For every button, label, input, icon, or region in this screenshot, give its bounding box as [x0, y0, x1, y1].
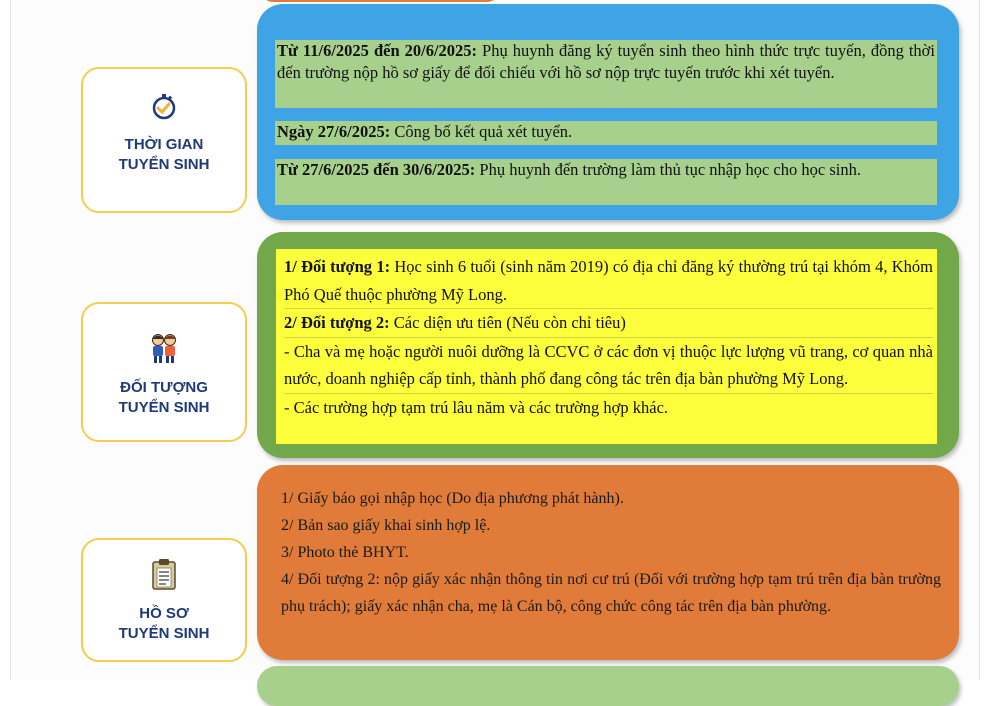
- label-doi-tuong-tuyen-sinh: [81, 302, 247, 442]
- schedule-row-1: [275, 40, 937, 108]
- schedule-row-2-date: Ngày 27/6/2025:: [277, 122, 391, 141]
- panel-ho-so: [257, 465, 959, 660]
- document-item-3: 3/ Photo thẻ BHYT.: [281, 544, 409, 561]
- clock-check-icon: [150, 93, 178, 127]
- label-line-1: THỜI GIAN: [124, 136, 204, 153]
- criteria-box: [276, 249, 937, 444]
- criteria-item-3-text: - Cha và mẹ hoặc người nuôi dưỡng là CCVC ở các đơn vị thuộc lực lượng vũ trang, cơ quan nhà nước, doanh nghiệp cấp tỉnh, thành phố đang công tác trên địa bàn phường Mỹ Long.: [284, 341, 933, 388]
- page: [10, 0, 980, 680]
- schedule-row-3: [275, 159, 937, 205]
- label-line-1: ĐỐI TƯỢNG: [120, 379, 208, 396]
- label-thoi-gian-tuyen-sinh: [81, 67, 247, 213]
- document-item-1: 1/ Giấy báo gọi nhập học (Do địa phương phát hành).: [281, 490, 624, 507]
- label-line-1: HỒ SƠ: [139, 605, 189, 622]
- schedule-row-2: [275, 121, 937, 145]
- criteria-item-1-title: 1/ Đối tượng 1:: [284, 257, 391, 276]
- label-line-2: TUYỂN SINH: [118, 399, 210, 416]
- schedule-row-1-text: Phụ huynh đăng ký tuyển sinh theo hình thức trực tuyến, đồng thời đến trường nộp hồ sơ giấy để đối chiếu với hồ sơ nộp trực tuyến trước khi xét tuyển.: [277, 41, 935, 82]
- students-icon: [149, 332, 179, 370]
- document-item-4: 4/ Đối tượng 2: nộp giấy xác nhận thông tin nơi cư trú (Đối với trường hợp tạm trú trên địa bàn trường phụ trách); giấy xác nhận cha, mẹ là Cán bộ, công chức công tác trên địa bàn phường.: [281, 571, 941, 615]
- criteria-item-4-text: - Các trường hợp tạm trú lâu năm và các trường hợp khác.: [284, 397, 669, 417]
- criteria-item-3: [284, 338, 933, 394]
- criteria-item-2-title: 2/ Đối tượng 2:: [284, 313, 390, 332]
- panel-doi-tuong: [257, 232, 959, 458]
- label-line-2: TUYỂN SINH: [118, 156, 210, 173]
- panel-thoi-gian: [257, 4, 959, 220]
- criteria-item-1-text: Học sinh 6 tuổi (sinh năm 2019) có địa chỉ đăng ký thường trú tại khóm 4, Khóm Phó Quế thuộc phường Mỹ Long.: [284, 257, 933, 304]
- document-item-2: 2/ Bản sao giấy khai sinh hợp lệ.: [281, 517, 491, 534]
- schedule-row-1-date: Từ 11/6/2025 đến 20/6/2025:: [277, 41, 478, 60]
- label-line-2: TUYỂN SINH: [118, 625, 210, 642]
- previous-panel-edge: [261, 0, 499, 2]
- documents-list: [281, 485, 941, 653]
- criteria-item-4: [284, 394, 933, 422]
- criteria-item-2-text: Các diện ưu tiên (Nếu còn chỉ tiêu): [389, 313, 626, 332]
- label-ho-so-tuyen-sinh: [81, 538, 247, 662]
- criteria-item-2: [284, 309, 933, 338]
- schedule-row-2-text: Công bố kết quả xét tuyển.: [390, 122, 573, 141]
- criteria-item-1: [284, 253, 933, 309]
- next-panel-edge: [257, 666, 959, 706]
- clipboard-icon: [151, 558, 177, 596]
- schedule-row-3-date: Từ 27/6/2025 đến 30/6/2025:: [277, 160, 476, 179]
- schedule-row-3-text: Phụ huynh đến trường làm thủ tục nhập học cho học sinh.: [475, 160, 861, 179]
